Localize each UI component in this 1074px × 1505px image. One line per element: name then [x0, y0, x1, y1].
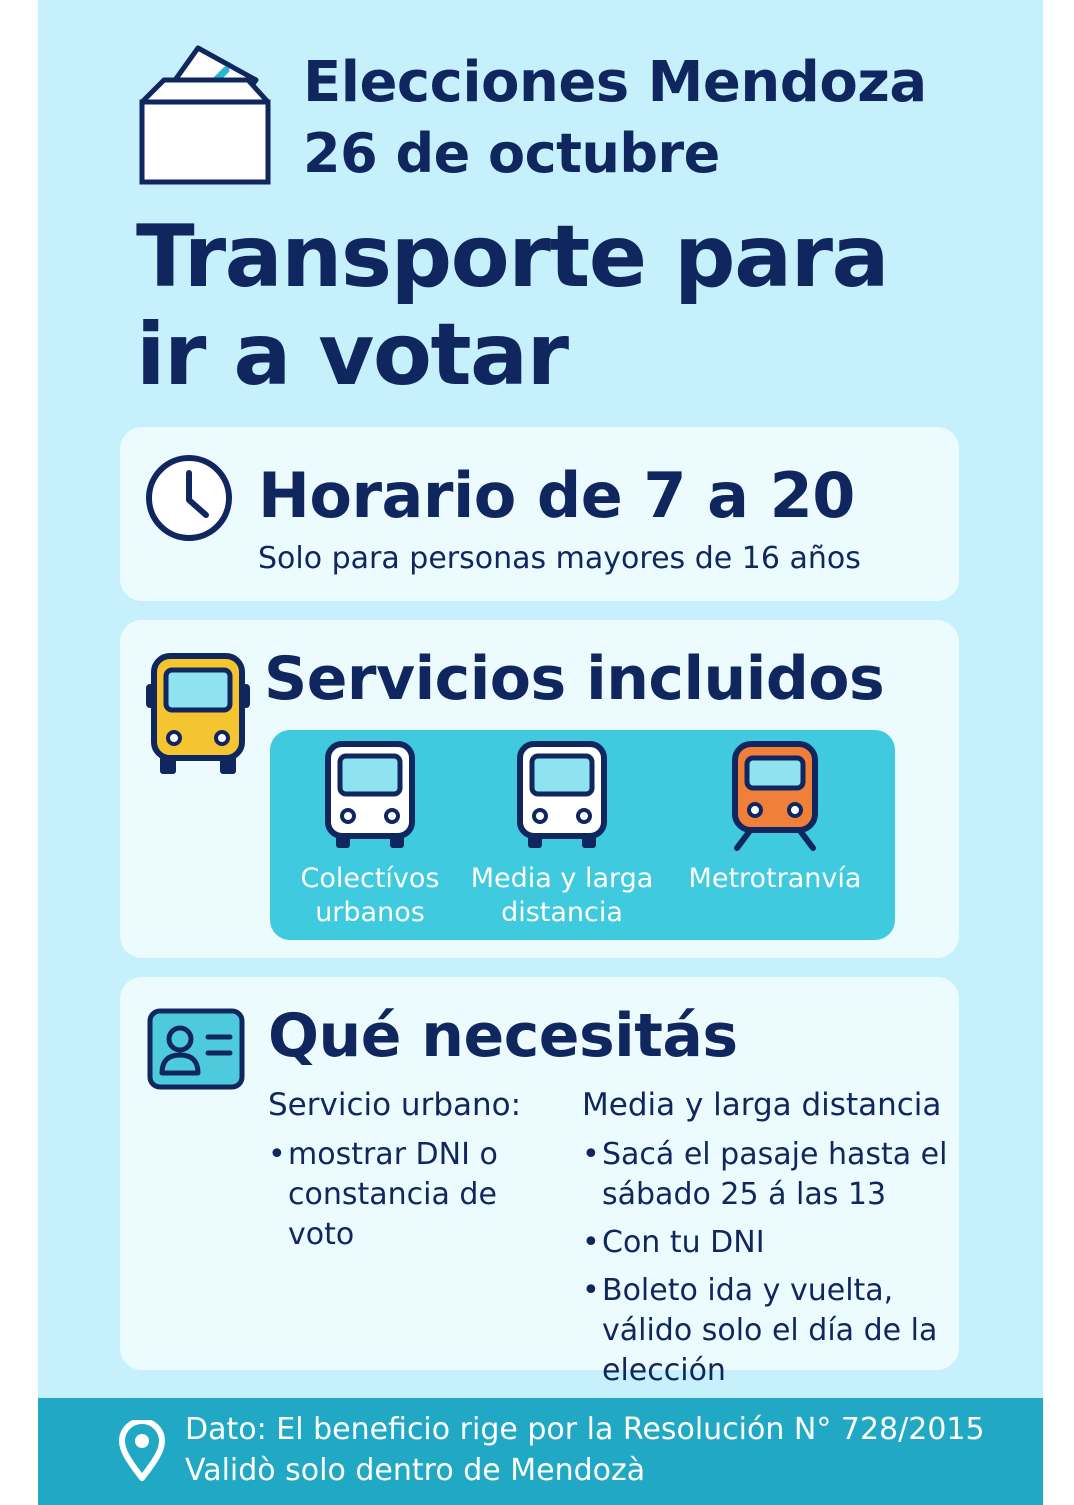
requirements-title: Qué necesitás	[268, 1001, 738, 1071]
service-item-tram	[675, 740, 875, 896]
services-title: Servicios incluidos	[264, 644, 885, 714]
clock-icon	[144, 453, 234, 543]
coach-bus-icon	[514, 740, 610, 852]
service-label: Colectívos urbanos	[300, 863, 440, 928]
id-card-icon	[146, 1007, 246, 1091]
election-date: 26 de octubre	[303, 122, 720, 185]
services-panel	[270, 730, 895, 940]
poster	[38, 0, 1043, 1505]
list-item: • mostrar DNI o constancia de voto	[268, 1135, 568, 1255]
page-title	[136, 208, 996, 404]
footer-note: Dato: El beneficio rige por la Resolución N° 728/2015	[185, 1412, 985, 1447]
list-item: • Boleto ida y vuelta, válido solo el día de la elección	[582, 1271, 952, 1391]
hours-subtitle: Solo para personas mayores de 16 años	[258, 541, 861, 576]
tram-icon	[727, 740, 823, 852]
urban-heading: Servicio urbano:	[268, 1087, 522, 1123]
list-item: • Con tu DNI	[582, 1223, 952, 1263]
footer-banner	[38, 1398, 1043, 1505]
service-label: Media y larga distancia	[470, 863, 654, 928]
services-card	[120, 620, 959, 958]
hours-card	[120, 427, 959, 601]
footer-validity: Validò solo dentro de Mendozà	[185, 1453, 646, 1488]
requirements-card	[120, 977, 959, 1388]
ballot-box-icon	[138, 40, 274, 188]
service-item-urban	[270, 740, 470, 930]
page-title-line1: Transporte para	[136, 207, 889, 307]
service-item-long-distance	[462, 740, 662, 930]
page-title-line2: ir a votar	[136, 305, 568, 405]
list-item: • Sacá el pasaje hasta el sábado 25 á las 13	[582, 1135, 952, 1215]
hours-title: Horario de 7 a 20	[258, 459, 855, 532]
service-label: Metrotranvía	[688, 863, 862, 894]
city-bus-icon	[322, 740, 418, 852]
distance-requirements	[582, 1085, 952, 1399]
bus-icon	[142, 650, 254, 780]
urban-requirements	[268, 1085, 568, 1263]
location-pin-icon	[118, 1420, 166, 1482]
distance-heading: Media y larga distancia	[582, 1087, 942, 1123]
election-name: Elecciones Mendoza	[303, 50, 927, 115]
